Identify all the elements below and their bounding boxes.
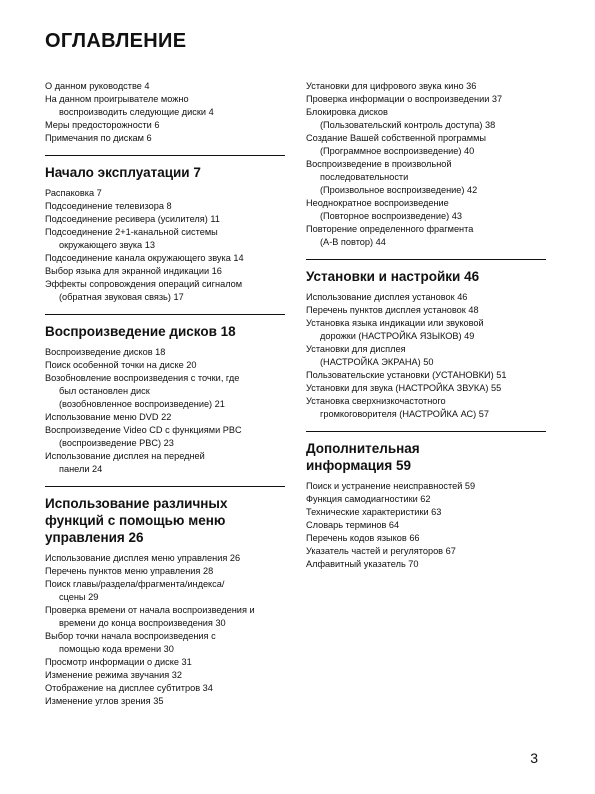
toc-entry[interactable] <box>45 372 285 411</box>
toc-entry[interactable] <box>306 317 546 343</box>
toc-entry-line: панели 24 <box>59 464 103 474</box>
toc-entry[interactable] <box>45 630 285 656</box>
toc-entry-line: Подсоединение 2+1-канальной системы <box>45 227 218 237</box>
toc-entry-line: Проверка времени от начала воспроизведения и <box>45 605 255 615</box>
toc-entry[interactable] <box>45 132 285 145</box>
section-title-line: Использование различных <box>45 496 228 511</box>
page-number: 3 <box>530 750 538 766</box>
toc-right-column <box>306 80 546 571</box>
toc-entry[interactable] <box>45 119 285 132</box>
toc-section-heading <box>45 314 285 340</box>
toc-entry[interactable] <box>45 93 285 119</box>
toc-entry[interactable] <box>45 252 285 265</box>
toc-entry[interactable] <box>45 604 285 630</box>
toc-left-column <box>45 80 285 708</box>
toc-entry-line: дорожки (НАСТРОЙКА ЯЗЫКОВ) 49 <box>320 331 475 341</box>
toc-entry[interactable] <box>45 278 285 304</box>
toc-entry[interactable] <box>45 450 285 476</box>
toc-entry[interactable] <box>306 382 546 395</box>
toc-entry[interactable] <box>306 343 546 369</box>
toc-entry-line: Выбор точки начала воспроизведения с <box>45 631 216 641</box>
toc-entry[interactable] <box>306 80 546 93</box>
toc-entry-line: Пользовательские установки (УСТАНОВКИ) 51 <box>306 370 507 380</box>
toc-entry-line: Эффекты сопровождения операций сигналом <box>45 279 243 289</box>
toc-entry-line: (Программное воспроизведение) 40 <box>320 146 475 156</box>
toc-entry-line: Установки для дисплея <box>306 344 406 354</box>
toc-entry-line: Использование дисплея установок 46 <box>306 292 468 302</box>
toc-entry-line: Установка сверхнизкочастотного <box>306 396 446 406</box>
toc-entry-line: громкоговорителя (НАСТРОЙКА АС) 57 <box>320 409 489 419</box>
toc-entry-line: Поиск и устранение неисправностей 59 <box>306 481 476 491</box>
toc-section-heading <box>45 486 285 546</box>
toc-entry-line: воспроизводить следующие диски 4 <box>59 107 214 117</box>
section-title-line: управления 26 <box>45 530 144 545</box>
toc-entry-line: (обратная звуковая связь) 17 <box>59 292 184 302</box>
toc-entry-line: Неоднократное воспроизведение <box>306 198 449 208</box>
toc-entry[interactable] <box>45 565 285 578</box>
toc-entry[interactable] <box>306 532 546 545</box>
toc-entry[interactable] <box>45 265 285 278</box>
toc-entry-line: Поиск особенной точки на диске 20 <box>45 360 197 370</box>
toc-entry-line: времени до конца воспроизведения 30 <box>59 618 226 628</box>
toc-entry[interactable] <box>45 411 285 424</box>
toc-entry[interactable] <box>45 424 285 450</box>
toc-entry[interactable] <box>45 359 285 372</box>
section-title-line: информация 59 <box>306 458 411 473</box>
toc-entry[interactable] <box>306 493 546 506</box>
toc-entry-line: Возобновление воспроизведения с точки, где <box>45 373 240 383</box>
toc-entry[interactable] <box>45 695 285 708</box>
toc-entry-line: Изменение режима звучания 32 <box>45 670 183 680</box>
toc-entry-line: Воспроизведение Video CD с функциями PBC <box>45 425 242 435</box>
toc-entry[interactable] <box>45 669 285 682</box>
toc-entry-line: Указатель частей и регуляторов 67 <box>306 546 456 556</box>
toc-entry-line: Просмотр информации о диске 31 <box>45 657 192 667</box>
toc-entry-line: О данном руководстве 4 <box>45 81 150 91</box>
section-title-line: Установки и настройки 46 <box>306 269 480 284</box>
toc-entry[interactable] <box>306 395 546 421</box>
toc-entry[interactable] <box>306 158 546 197</box>
toc-entry[interactable] <box>45 200 285 213</box>
toc-entry-line: Использование дисплея на передней <box>45 451 205 461</box>
toc-entry-line: последовательности <box>320 172 409 182</box>
toc-entry-line: помощью кода времени 30 <box>59 644 174 654</box>
toc-entry-line: Алфавитный указатель 70 <box>306 559 419 569</box>
toc-entry-line: Примечания по дискам 6 <box>45 133 152 143</box>
toc-entry[interactable] <box>45 187 285 200</box>
toc-entry[interactable] <box>45 682 285 695</box>
toc-entry[interactable] <box>306 480 546 493</box>
toc-entry-line: Перечень пунктов меню управления 28 <box>45 566 214 576</box>
toc-entry[interactable] <box>306 304 546 317</box>
toc-entry[interactable] <box>45 226 285 252</box>
toc-entry[interactable] <box>306 291 546 304</box>
toc-entry-line: Технические характеристики 63 <box>306 507 442 517</box>
toc-entry-line: Блокировка дисков <box>306 107 388 117</box>
toc-entry[interactable] <box>306 506 546 519</box>
toc-entry-line: Установки для звука (НАСТРОЙКА ЗВУКА) 55 <box>306 383 502 393</box>
section-title-line: Начало эксплуатации 7 <box>45 165 201 180</box>
page-title: ОГЛАВЛЕНИЕ <box>45 30 187 52</box>
toc-entry[interactable] <box>306 558 546 571</box>
toc-entry[interactable] <box>45 656 285 669</box>
section-title-line: функций с помощью меню <box>45 513 226 528</box>
toc-entry-line: Отображение на дисплее субтитров 34 <box>45 683 213 693</box>
toc-entry-line: (воспроизведение PBC) 23 <box>59 438 174 448</box>
toc-section-heading <box>45 155 285 181</box>
toc-entry-line: Перечень пунктов дисплея установок 48 <box>306 305 479 315</box>
toc-entry[interactable] <box>45 552 285 565</box>
toc-entry-line: (возобновленное воспроизведение) 21 <box>59 399 225 409</box>
toc-entry-line: Использование меню DVD 22 <box>45 412 172 422</box>
toc-entry[interactable] <box>306 197 546 223</box>
toc-entry-line: Повторение определенного фрагмента <box>306 224 474 234</box>
toc-entry-line: был остановлен диск <box>59 386 150 396</box>
toc-entry-line: Словарь терминов 64 <box>306 520 400 530</box>
toc-entry-line: Изменение углов зрения 35 <box>45 696 164 706</box>
toc-entry[interactable] <box>306 132 546 158</box>
toc-entry-line: Меры предосторожности 6 <box>45 120 160 130</box>
toc-entry[interactable] <box>306 223 546 249</box>
toc-entry-line: Воспроизведение дисков 18 <box>45 347 166 357</box>
toc-entry-line: Установка языка индикации или звуковой <box>306 318 484 328</box>
toc-entry-line: На данном проигрывателе можно <box>45 94 189 104</box>
toc-entry-line: Подсоединение ресивера (усилителя) 11 <box>45 214 220 224</box>
section-title-line: Воспроизведение дисков 18 <box>45 324 236 339</box>
toc-entry[interactable] <box>306 519 546 532</box>
toc-entry-line: Поиск главы/раздела/фрагмента/индекса/ <box>45 579 225 589</box>
section-title-line: Дополнительная <box>306 441 420 456</box>
toc-entry[interactable] <box>306 93 546 106</box>
toc-entry-line: Использование дисплея меню управления 26 <box>45 553 241 563</box>
toc-entry[interactable] <box>306 369 546 382</box>
toc-entry-line: (НАСТРОЙКА ЭКРАНА) 50 <box>320 357 434 367</box>
toc-entry-line: (Произвольное воспроизведение) 42 <box>320 185 478 195</box>
toc-entry-line: Проверка информации о воспроизведении 37 <box>306 94 503 104</box>
toc-entry-line: Воспроизведение в произвольной <box>306 159 452 169</box>
toc-entry-line: Выбор языка для экранной индикации 16 <box>45 266 222 276</box>
toc-entry[interactable] <box>306 545 546 558</box>
toc-entry-line: Подсоединение канала окружающего звука 14 <box>45 253 244 263</box>
toc-entry[interactable] <box>45 213 285 226</box>
toc-entry-line: Функция самодиагностики 62 <box>306 494 431 504</box>
toc-entry[interactable] <box>45 80 285 93</box>
toc-entry-line: (Пользовательский контроль доступа) 38 <box>320 120 496 130</box>
toc-section-heading <box>306 259 546 285</box>
toc-entry-line: окружающего звука 13 <box>59 240 155 250</box>
toc-section-heading <box>306 431 546 474</box>
toc-entry-line: сцены 29 <box>59 592 99 602</box>
toc-entry-line: Подсоединение телевизора 8 <box>45 201 172 211</box>
toc-entry-line: Создание Вашей собственной программы <box>306 133 486 143</box>
toc-entry-line: Распаковка 7 <box>45 188 102 198</box>
toc-entry-line: Установки для цифрового звука кино 36 <box>306 81 477 91</box>
toc-entry[interactable] <box>45 346 285 359</box>
toc-entry[interactable] <box>45 578 285 604</box>
toc-entry-line: Перечень кодов языков 66 <box>306 533 420 543</box>
toc-entry[interactable] <box>306 106 546 132</box>
toc-entry-line: (Повторное воспроизведение) 43 <box>320 211 462 221</box>
toc-entry-line: (А-В повтор) 44 <box>320 237 386 247</box>
